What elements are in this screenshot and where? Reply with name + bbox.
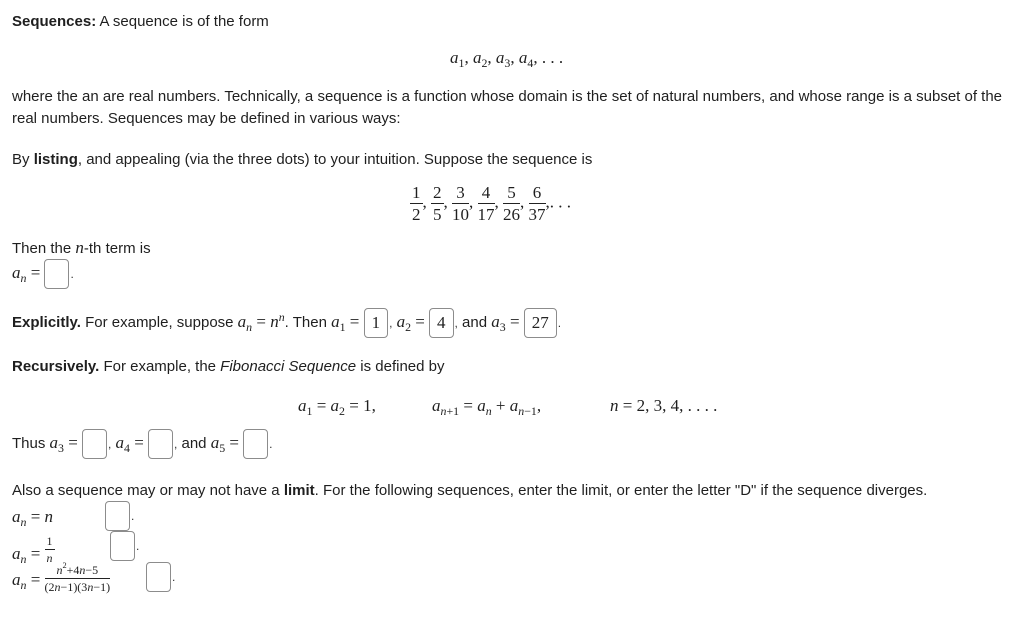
a5-fib-input[interactable]: [243, 429, 268, 459]
limit-line: Also a sequence may or may not have a limit. For the following sequences, enter the limit, or enter the letter "D" if the sequence diverges.: [12, 482, 928, 499]
listing-bold: listing: [33, 151, 78, 168]
intro-line: [12, 11, 1012, 33]
a3-value-box[interactable]: 27: [524, 308, 557, 338]
where-paragraph: where the an are real numbers. Technically, a sequence is a function whose domain is the set of natural numbers, and whose range is a subset of the real numbers. Sequences may be defined in various ways:: [12, 88, 1003, 127]
fib-formula-range: n = 2, 3, 4, . . . .: [610, 396, 718, 415]
recursive-line: Recursively. For example, the Fibonacci Sequence is defined by: [12, 358, 445, 375]
listed-sequence: $\frac{1}{2}$ , $\frac{2}{5}$ , $\frac{3}{10}$ , $\frac{4}{17}$ , $\frac{5}{26}$ , $\frac{6}{37}$ ,. . .: [412, 183, 571, 224]
fraction-4: $\frac{4}{17}$: [477, 183, 495, 224]
sequence-display: $a_1$, $a_2$, $a_3$, $a_4$, . . .: [450, 48, 564, 70]
sequence-ellipsis: . . .: [549, 192, 571, 212]
recursive-bold: Recursively.: [12, 358, 100, 375]
limit-seq-1-answer: .: [105, 501, 134, 531]
fraction-3: $\frac{3}{10}$: [452, 183, 469, 224]
nth-term-answer: $a_n$ = .: [12, 259, 74, 289]
limit-seq-1-label: $a_n = n$: [12, 507, 54, 529]
fib-formula-initial: $a_1 = a_2 = 1$,: [298, 396, 376, 418]
fraction-2: $\frac{2}{5}$: [433, 183, 442, 224]
limit-seq-3-label: $a_n$ = $\frac{n^2+4n-5}{(2n-1)(3n-1)}$: [12, 561, 111, 594]
a4-fib-input[interactable]: [148, 429, 173, 459]
a2-value-box[interactable]: 4: [429, 308, 454, 338]
fraction-5: $\frac{5}{26}$: [503, 183, 520, 224]
limit-1-input[interactable]: [105, 501, 130, 531]
a3-fib-input[interactable]: [82, 429, 107, 459]
fibonacci-italic: Fibonacci Sequence: [220, 358, 357, 375]
nth-term-input[interactable]: [44, 259, 69, 289]
limit-seq-3-fraction: $\frac{n^2+4n-5}{(2n-1)(3n-1)}$: [44, 561, 111, 594]
limit-2-input[interactable]: [110, 531, 135, 561]
intro-bold: Sequences:: [12, 13, 97, 30]
intro-text: A sequence is of the form: [96, 13, 269, 30]
limit-seq-2-fraction: $\frac{1}{n}$: [46, 534, 53, 565]
fib-answers-line: Thus $a_3$ = , $a_4$ = , and $a_5$ = .: [12, 429, 273, 459]
limit-seq-2-answer: .: [110, 531, 139, 561]
fraction-1: $\frac{1}{2}$: [412, 183, 421, 224]
fraction-6: $\frac{6}{37}$: [528, 183, 546, 224]
nth-term-line: Then the n-th term is: [12, 238, 151, 257]
limit-seq-3-answer: .: [146, 562, 175, 592]
a1-value-box[interactable]: 1: [364, 308, 389, 338]
explicit-bold: Explicitly.: [12, 313, 81, 331]
limit-3-input[interactable]: [146, 562, 171, 592]
listing-line: By listing, and appealing (via the three dots) to your intuition. Suppose the sequence is: [12, 151, 593, 168]
limit-bold: limit: [283, 482, 315, 499]
limit-seq-2-label: $a_n$ = $\frac{1}{n}$: [12, 534, 53, 566]
explicit-line: Explicitly. For example, suppose $a_n = n^n$. Then $a_1 = 1$ , $a_2 = 4$ , and $a_3 = 27$ .: [12, 308, 561, 338]
fib-formula-recurrence: $a_{n+1} = a_n + a_{n-1}$,: [432, 396, 542, 418]
